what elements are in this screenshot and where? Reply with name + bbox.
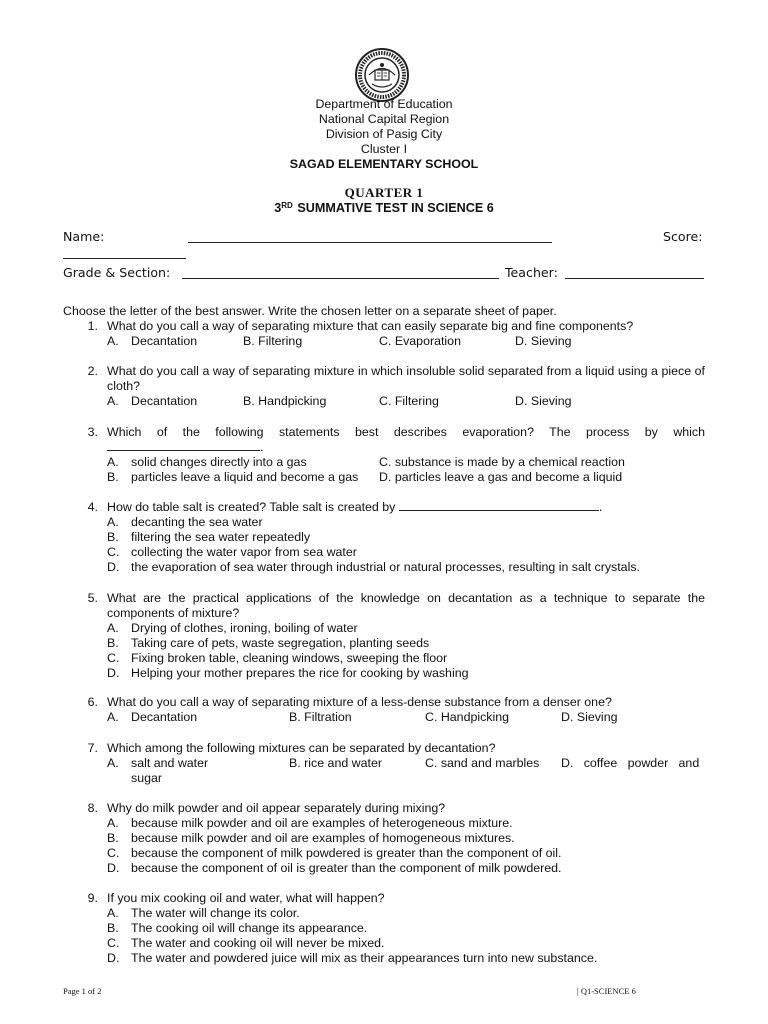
test-ordinal: 3 [274,201,282,215]
question-6 [63,695,705,725]
test-ordinal-suffix: RD [281,201,293,210]
question-text: Which of the following statements best describes evaporation? The process by which [107,425,705,439]
score-field[interactable] [63,258,186,259]
page-number: Page 1 of 2 [63,986,102,996]
option-d[interactable]: D. the evaporation of sea water through industrial or natural processes, resulting in salt crystals. [107,560,640,574]
option-d[interactable]: D. Helping your mother prepares the rice for cooking by washing [107,666,469,680]
question-number: 2. [87,364,98,378]
question-text: How do table salt is created? Table salt is created by . [107,500,603,514]
option-c[interactable]: C. Handpicking [425,710,510,724]
instructions: Choose the letter of the best answer. Write the chosen letter on a separate sheet of paper. [63,304,557,318]
grade-section-label: Grade & Section: [63,265,171,280]
question-number: 6. [87,695,98,709]
question-4 [63,500,705,575]
options [107,816,705,876]
question-2 [63,364,705,409]
answer-blank[interactable] [399,510,599,511]
division-name: Division of Pasig City [325,127,443,141]
option-b[interactable]: B. Taking care of pets, waste segregation, planting seeds [107,636,430,650]
question-text: What do you call a way of separating mixture in which insoluble solid separated from a liquid using a piece of [107,364,705,378]
question-8 [63,801,705,876]
question-number: 1. [87,319,98,333]
option-b[interactable]: B. filtering the sea water repeatedly [107,530,311,544]
question-text: Why do milk powder and oil appear separately during mixing? [107,801,446,815]
option-a[interactable]: A. Decantation [107,334,198,348]
option-a[interactable]: A. salt and water [107,756,209,770]
option-c[interactable]: C. because the component of milk powdered is greater than the component of oil. [107,846,562,860]
deped-seal-icon [355,48,409,102]
question-number: 8. [87,801,98,815]
question-1 [63,319,705,349]
option-b[interactable]: B. Handpicking [243,394,327,408]
quarter-title: QUARTER 1 [344,185,424,200]
options [107,515,705,575]
options [107,334,705,349]
options [107,621,705,681]
option-b[interactable]: B. rice and water [289,756,382,770]
school-header [0,97,768,172]
question-text: If you mix cooking oil and water, what will happen? [107,891,385,905]
option-b[interactable]: B. because milk powder and oil are examples of homogeneous mixtures. [107,831,515,845]
name-label: Name: [63,229,105,244]
option-c[interactable]: C. sand and marbles [425,756,540,770]
options [107,906,705,966]
option-d[interactable]: D. The water and powdered juice will mix as their appearances turn into new substance. [107,951,598,965]
document-code: | Q1-SCIENCE 6 [577,986,636,996]
question-text: What do you call a way of separating mixture of a less-dense substance from a denser one? [107,695,612,709]
option-c[interactable]: C. substance is made by a chemical reaction [379,455,625,469]
question-number: 5. [87,591,98,605]
question-number: 4. [87,500,98,514]
option-c[interactable]: C. Evaporation [379,334,461,348]
teacher-label: Teacher: [505,265,558,280]
option-b[interactable]: B. Filtering [243,334,303,348]
option-c[interactable]: C. Filtering [379,394,439,408]
question-7 [63,741,705,786]
school-name: SAGAD ELEMENTARY SCHOOL [289,157,479,171]
option-a[interactable]: A. The water will change its color. [107,906,300,920]
option-d[interactable]: D. Sieving [515,334,572,348]
score-label: Score: [663,229,703,244]
cluster-name: Cluster I [360,142,408,156]
grade-section-field[interactable] [182,278,499,279]
option-b[interactable]: B. The cooking oil will change its appearance. [107,921,368,935]
question-text-continued: cloth? [107,379,141,393]
option-a-continued: sugar [131,771,162,785]
region-name: National Capital Region [318,112,450,126]
option-c[interactable]: C. Fixing broken table, cleaning windows, sweeping the floor [107,651,448,665]
question-number: 9. [87,891,98,905]
option-b[interactable]: B. particles leave a liquid and become a gas [107,470,359,484]
test-title [0,201,768,215]
department-name: Department of Education [315,97,453,111]
option-a[interactable]: A. because milk powder and oil are examples of heterogeneous mixture. [107,816,513,830]
option-a[interactable]: A. Decantation [107,394,198,408]
options [107,710,705,725]
question-number: 3. [87,425,98,439]
test-title-text: SUMMATIVE TEST IN SCIENCE 6 [297,201,494,215]
question-text: What do you call a way of separating mixture that can easily separate big and fine components? [107,319,634,333]
answer-blank[interactable]: . [107,440,705,455]
question-3 [63,425,705,485]
options [107,756,705,786]
option-c[interactable]: C. collecting the water vapor from sea water [107,545,357,559]
name-field[interactable] [188,242,552,243]
option-c[interactable]: C. The water and cooking oil will never be mixed. [107,936,385,950]
option-a[interactable]: A. Decantation [107,710,198,724]
option-d[interactable]: D. Sieving [515,394,572,408]
teacher-field[interactable] [565,278,704,279]
options [107,394,705,409]
option-d[interactable]: D. because the component of oil is greater than the component of milk powdered. [107,861,562,875]
question-text: What are the practical applications of the knowledge on decantation as a technique to separate the [107,591,705,605]
question-number: 7. [87,741,98,755]
option-d[interactable]: D. Sieving [561,710,618,724]
option-d[interactable]: D. coffee powder and [561,756,700,770]
question-5 [63,591,705,681]
question-text-continued: components of mixture? [107,606,240,620]
option-a[interactable]: A. Drying of clothes, ironing, boiling of water [107,621,358,635]
option-a[interactable]: A. solid changes directly into a gas [107,455,307,469]
options [107,455,705,485]
question-text: Which among the following mixtures can be separated by decantation? [107,741,496,755]
option-a[interactable]: A. decanting the sea water [107,515,263,529]
question-9 [63,891,705,966]
option-b[interactable]: B. Filtration [289,710,352,724]
option-d[interactable]: D. particles leave a gas and become a liquid [379,470,623,484]
